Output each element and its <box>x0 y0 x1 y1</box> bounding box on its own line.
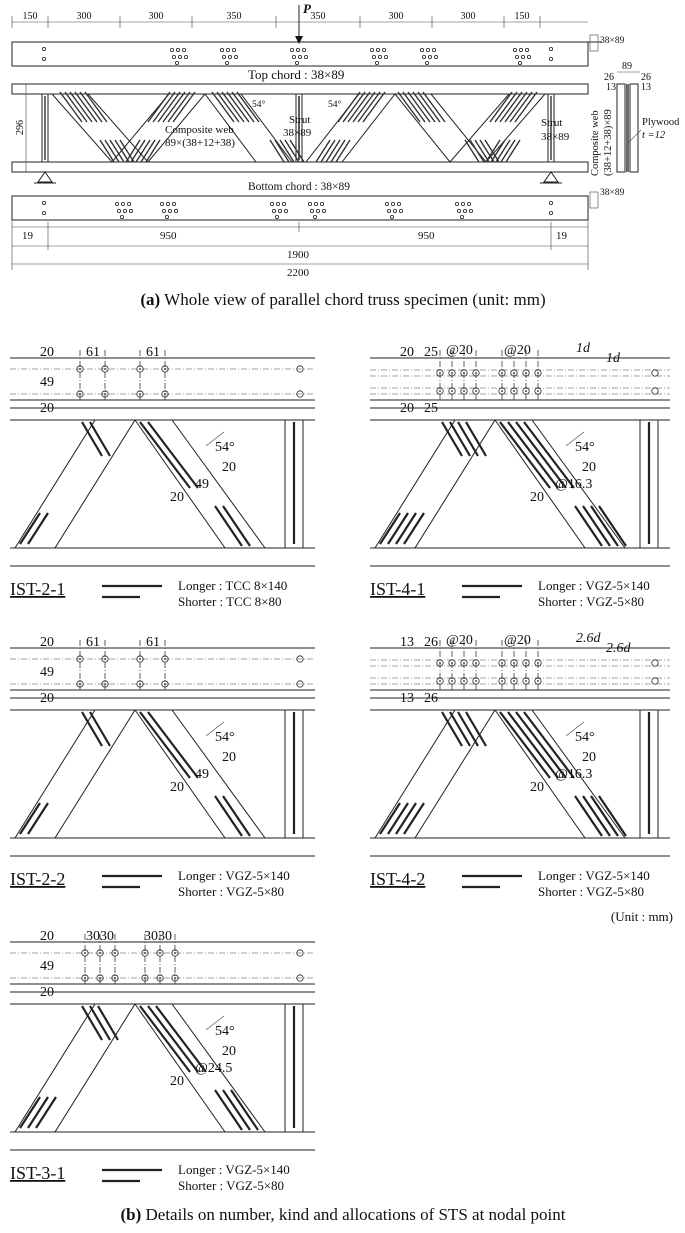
svg-text:@16.3: @16.3 <box>555 767 593 782</box>
svg-text:20: 20 <box>530 780 544 795</box>
top-chord <box>12 84 588 94</box>
svg-text:@20: @20 <box>446 633 473 648</box>
shorter-screw-label: Shorter : TCC 8×80 <box>178 594 282 609</box>
svg-text:20: 20 <box>40 929 54 944</box>
svg-text:49: 49 <box>40 959 54 974</box>
unit-note: (Unit : mm) <box>610 909 673 924</box>
svg-text:49: 49 <box>195 767 209 782</box>
svg-text:20: 20 <box>400 401 414 416</box>
svg-text:@24.5: @24.5 <box>195 1061 233 1076</box>
svg-text:Plywood: Plywood <box>642 117 680 128</box>
svg-text:26: 26 <box>604 72 614 83</box>
svg-text:Composite web: Composite web <box>590 110 601 176</box>
svg-text:26: 26 <box>641 72 651 83</box>
svg-text:61: 61 <box>86 345 100 360</box>
svg-text:26: 26 <box>424 691 438 706</box>
bottom-chord <box>12 162 588 172</box>
detail-panel-ist-2-2 <box>10 635 315 899</box>
shorter-screw-label: Shorter : VGZ-5×80 <box>178 884 285 899</box>
bottom-fastener-clusters <box>42 201 552 218</box>
support-right <box>544 172 558 182</box>
detail-id: IST-4-1 <box>370 579 426 599</box>
svg-text:@20: @20 <box>504 633 531 648</box>
svg-text:1d: 1d <box>606 351 620 366</box>
svg-text:20: 20 <box>222 1044 236 1059</box>
bottom-chord-label: Bottom chord : 38×89 <box>248 181 350 193</box>
strut-size-right: 38×89 <box>541 131 570 143</box>
svg-text:20: 20 <box>582 460 596 475</box>
span-segment-3: 350 <box>226 11 242 22</box>
svg-text:2.6d: 2.6d <box>606 641 631 656</box>
top-section-label: 38×89 <box>600 36 625 46</box>
dim-950-left: 950 <box>160 230 177 242</box>
shorter-screw-label: Shorter : VGZ-5×80 <box>178 1178 285 1193</box>
span-segment-0: 150 <box>22 11 38 22</box>
svg-text:13: 13 <box>606 82 616 93</box>
cross-section <box>590 61 680 176</box>
detail-panel-ist-3-1 <box>10 929 315 1193</box>
truss-overview <box>12 1 680 279</box>
svg-text:20: 20 <box>40 691 54 706</box>
span-segment-6: 300 <box>460 11 476 22</box>
svg-text:20: 20 <box>400 345 414 360</box>
top-plan-strip <box>12 42 588 66</box>
bottom-section-label: 38×89 <box>600 188 625 198</box>
svg-text:54°: 54° <box>575 440 595 455</box>
detail-panel-ist-4-2 <box>370 631 670 899</box>
span-segment-2: 300 <box>148 11 164 22</box>
composite-web-size: 89×(38+12+38) <box>165 137 235 149</box>
longer-screw-label: Longer : TCC 8×140 <box>178 578 288 593</box>
top-fastener-clusters <box>42 47 552 64</box>
svg-text:61: 61 <box>86 635 100 650</box>
svg-text:20: 20 <box>582 750 596 765</box>
svg-text:54°: 54° <box>215 440 235 455</box>
shorter-screw-label: Shorter : VGZ-5×80 <box>538 884 645 899</box>
span-segment-4: 350 <box>310 11 326 22</box>
svg-text:61: 61 <box>146 635 160 650</box>
svg-text:20: 20 <box>40 635 54 650</box>
detail-id: IST-3-1 <box>10 1163 66 1183</box>
dim-19-left: 19 <box>22 230 33 242</box>
dim-950-right: 950 <box>418 230 435 242</box>
svg-text:13: 13 <box>641 82 651 93</box>
detail-id: IST-4-2 <box>370 869 426 889</box>
strut-label-right: Strut <box>541 117 563 129</box>
svg-text:25: 25 <box>424 345 438 360</box>
composite-web-label: Composite web <box>165 124 234 136</box>
svg-text:61: 61 <box>146 345 160 360</box>
svg-text:54°: 54° <box>215 1024 235 1039</box>
longer-screw-label: Longer : VGZ-5×140 <box>538 578 650 593</box>
support-left <box>38 172 52 182</box>
svg-text:@20: @20 <box>446 343 473 358</box>
svg-text:20: 20 <box>530 490 544 505</box>
top-chord-label: Top chord : 38×89 <box>248 67 345 82</box>
detail-id: IST-2-1 <box>10 579 66 599</box>
svg-text:54°: 54° <box>575 730 595 745</box>
svg-text:@16.3: @16.3 <box>555 477 593 492</box>
longer-screw-label: Longer : VGZ-5×140 <box>538 868 650 883</box>
svg-text:20: 20 <box>170 780 184 795</box>
load-arrowhead <box>295 36 303 44</box>
svg-text:20: 20 <box>222 750 236 765</box>
svg-text:@20: @20 <box>504 343 531 358</box>
strut-size: 38×89 <box>283 127 312 139</box>
shorter-screw-label: Shorter : VGZ-5×80 <box>538 594 645 609</box>
dim-1900: 1900 <box>287 249 309 261</box>
span-segment-5: 300 <box>388 11 404 22</box>
longer-screw-label: Longer : VGZ-5×140 <box>178 1162 290 1177</box>
bottom-plan-strip <box>12 196 588 220</box>
svg-text:89: 89 <box>622 61 632 72</box>
svg-text:13: 13 <box>400 635 414 650</box>
detail-panel-ist-2-1 <box>10 345 315 609</box>
svg-text:t =12: t =12 <box>642 130 666 141</box>
svg-text:13: 13 <box>400 691 414 706</box>
svg-text:49: 49 <box>195 477 209 492</box>
svg-text:1d: 1d <box>576 341 590 356</box>
dim-19-right: 19 <box>556 230 567 242</box>
span-segment-7: 150 <box>514 11 530 22</box>
svg-text:25: 25 <box>424 401 438 416</box>
svg-text:20: 20 <box>222 460 236 475</box>
svg-text:3030: 3030 <box>86 929 114 944</box>
svg-text:20: 20 <box>170 1074 184 1089</box>
detail-id: IST-2-2 <box>10 869 66 889</box>
height-dim: 296 <box>15 120 26 135</box>
detail-panel-ist-4-1 <box>370 341 670 609</box>
svg-text:20: 20 <box>170 490 184 505</box>
svg-text:20: 20 <box>40 345 54 360</box>
angle-label-right: 54° <box>328 100 342 110</box>
svg-text:20: 20 <box>40 401 54 416</box>
strut-label: Strut <box>289 114 311 126</box>
angle-label-left: 54° <box>252 100 266 110</box>
svg-text:2.6d: 2.6d <box>576 631 601 646</box>
svg-text:3030: 3030 <box>144 929 172 944</box>
svg-text:26: 26 <box>424 635 438 650</box>
svg-text:(38+12+38)×89: (38+12+38)×89 <box>603 109 614 176</box>
svg-text:54°: 54° <box>215 730 235 745</box>
svg-text:49: 49 <box>40 375 54 390</box>
svg-text:20: 20 <box>40 985 54 1000</box>
span-segment-1: 300 <box>76 11 92 22</box>
svg-text:49: 49 <box>40 665 54 680</box>
caption-b: (b) Details on number, kind and allocations of STS at nodal point <box>120 1205 566 1224</box>
load-label: P <box>303 1 311 16</box>
longer-screw-label: Longer : VGZ-5×140 <box>178 868 290 883</box>
dim-2200: 2200 <box>287 267 309 279</box>
caption-a: (a) Whole view of parallel chord truss specimen (unit: mm) <box>140 290 546 309</box>
